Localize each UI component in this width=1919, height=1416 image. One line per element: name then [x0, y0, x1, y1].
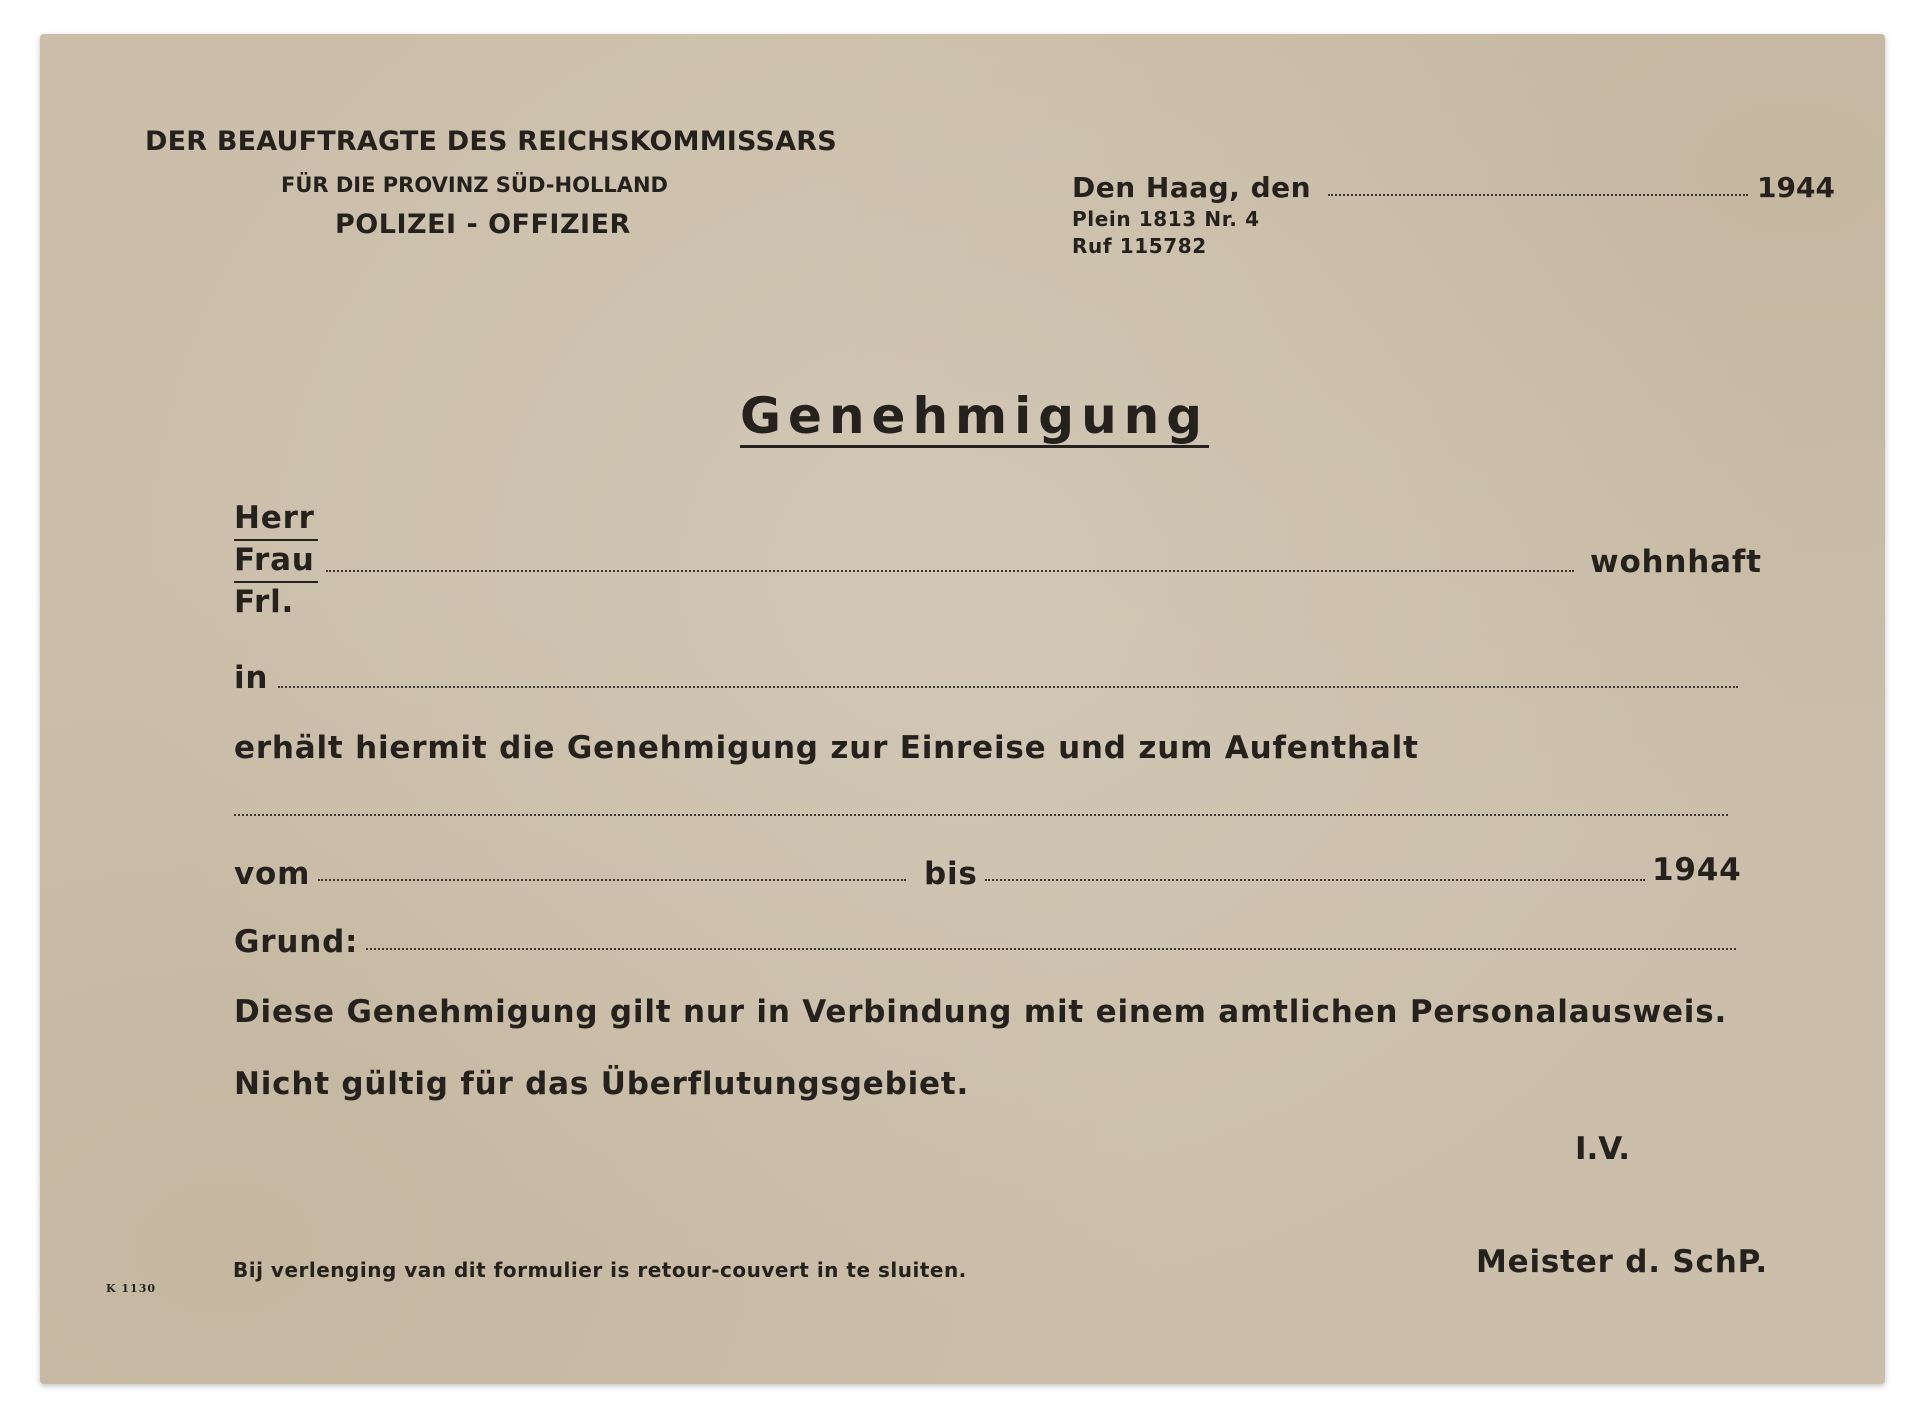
place-date-label: Den Haag, den [1072, 171, 1312, 204]
reason-fill-line[interactable] [366, 948, 1736, 950]
exclusion-note: Nicht gültig für das Überflutungsgebiet. [234, 1066, 970, 1102]
to-year: 1944 [1652, 852, 1742, 888]
permission-text: erhält hiermit die Genehmigung zur Einreise und zum Aufenthalt [234, 730, 1419, 766]
purpose-fill-line[interactable] [234, 814, 1728, 816]
salutation-frl: Frl. [234, 584, 295, 620]
residence-label: wohnhaft [1590, 544, 1762, 580]
from-label: vom [234, 856, 311, 892]
authority-line-2: FÜR DIE PROVINZ SÜD-HOLLAND [281, 173, 668, 197]
in-label: in [234, 660, 269, 696]
reason-label: Grund: [234, 924, 359, 960]
footer-instruction: Bij verlenging van dit formulier is retour-couvert in te sluiten. [233, 1258, 967, 1282]
to-label: bis [924, 856, 978, 892]
form-code: K 1130 [106, 1282, 157, 1295]
validity-note: Diese Genehmigung gilt nur in Verbindung mit einem amtlichen Personalausweis. [234, 994, 1728, 1030]
authority-line-3: POLIZEI - OFFIZIER [335, 209, 631, 240]
signature-rank: Meister d. SchP. [1476, 1244, 1769, 1280]
location-fill-line[interactable] [278, 686, 1738, 688]
name-fill-line[interactable] [326, 570, 1574, 572]
salutation-divider [234, 539, 318, 541]
document-title: Genehmigung [740, 389, 1209, 448]
to-date-fill-line[interactable] [985, 879, 1645, 881]
salutation-frau: Frau [234, 542, 315, 578]
document-sheet [40, 34, 1885, 1384]
office-phone: Ruf 115782 [1072, 234, 1207, 258]
date-year: 1944 [1757, 171, 1835, 204]
date-fill-line[interactable] [1328, 194, 1748, 196]
salutation-herr: Herr [234, 500, 315, 536]
from-date-fill-line[interactable] [318, 879, 906, 881]
office-address: Plein 1813 Nr. 4 [1072, 207, 1260, 231]
authority-line-1: DER BEAUFTRAGTE DES REICHSKOMMISSARS [145, 126, 837, 157]
signature-proxy: I.V. [1575, 1131, 1631, 1167]
salutation-divider [234, 581, 318, 583]
